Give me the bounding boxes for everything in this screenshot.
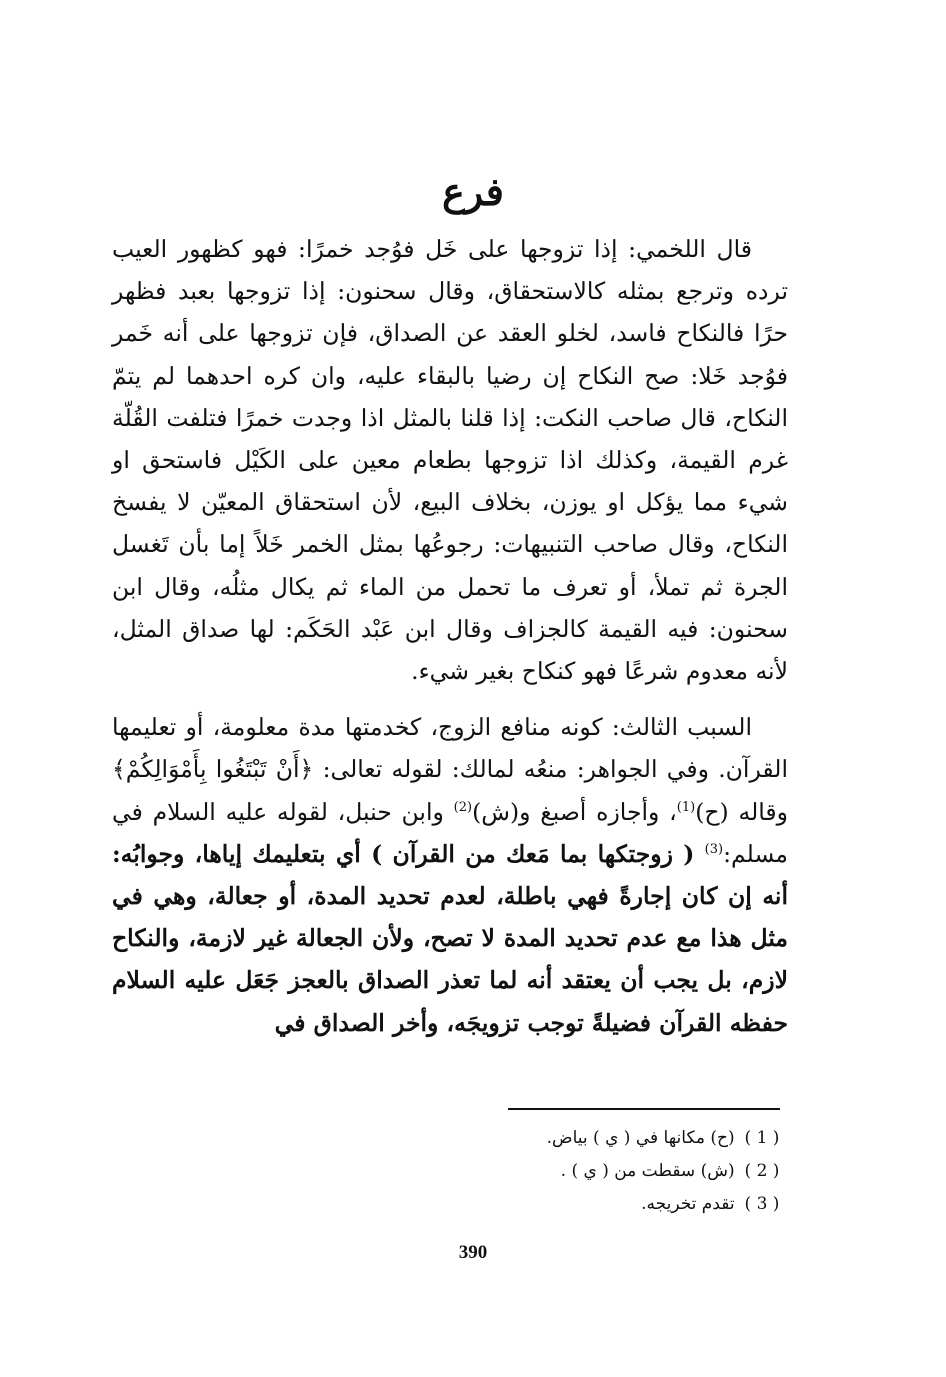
footnotes [300, 1122, 784, 1221]
paragraph-2 [112, 706, 788, 1044]
footnote-ref-1[interactable]: (1) [676, 799, 696, 815]
footnote-2 [300, 1155, 784, 1188]
paragraph-2-part-a: السبب الثالث: كونه منافع الزوج، كخدمتها مدة معلومة، أو تعليمها القرآن. وفي الجواهر: منعُه لمالك: لقوله تعالى: ﴿أَنْ تَبْتَغُوا بِأَمْوَالِكُمْ﴾ وقاله (ح) [112, 713, 788, 826]
footnote-ref-2[interactable]: (2) [453, 799, 473, 815]
section-heading: فرع [442, 169, 504, 214]
footnote-1 [300, 1122, 784, 1155]
footnote-separator [508, 1108, 780, 1110]
footnote-number: ( 2 ) [744, 1161, 780, 1181]
footnote-text: تقدم تخريجه. [641, 1194, 735, 1214]
main-text [112, 228, 788, 1044]
footnote-ref-3[interactable]: (3) [704, 842, 724, 858]
paragraph-2-part-c: وابن حنبل، لقوله عليه السلام في مسلم: [112, 797, 788, 868]
footnote-text: (ح) مكانها في ( ي ) بياض. [546, 1128, 735, 1148]
footnote-number: ( 1 ) [744, 1128, 780, 1148]
paragraph-2-part-b: ، وأجازه أصبغ و(ش) [472, 797, 677, 826]
paragraph-2-part-d: ( زوجتكها بما مَعك من القرآن ) أي بتعليمك إياها، وجوابُه: أنه إن كان إجارةً فهي باطلة، لعدم تحديد المدة، أو جعالة، وهي في مثل هذا مع عدم تحديد المدة لا تصح، ولأن الجعالة غير لازمة، والنكاح لازم، بل يجب أن يعتقد أنه لما تعذر الصداق بالعجز جَعَل عليه السلام حفظه القرآن فضيلةً توجب تزويجَه، وأخر الصداق في [112, 839, 788, 1037]
footnote-3 [300, 1188, 784, 1221]
footnote-number: ( 3 ) [744, 1194, 780, 1214]
paragraph-1: قال اللخمي: إذا تزوجها على خَل فوُجد خمرًا: فهو كظهور العيب ترده وترجع بمثله كالاستحقاق، وقال سحنون: إذا تزوجها بعبد فظهر حرًا فالنكاح فاسد، لخلو العقد عن الصداق، فإن تزوجها على أنه خَمر فوُجد خَلا: صح النكاح إن رضيا بالبقاء عليه، وان كره احدهما لم يتمّ النكاح، قال صاحب النكت: إذا قلنا بالمثل اذا وجدت خمرًا فتلفت القُلّة غرم القيمة، وكذلك اذا تزوجها بطعام معين على الكَيْل فاستحق او شيء مما يؤكل او يوزن، بخلاف البيع، لأن استحقاق المعيّن لا يفسخ النكاح، وقال صاحب التنبيهات: رجوعُها بمثل الخمر خَلاً إما بأن تَغسل الجرة ثم تملأ، أو تعرف ما تحمل من الماء ثم يكال مثلُه، وقال ابن سحنون: فيه القيمة كالجزاف وقال ابن عَبْد الحَكَم: لها صداق المثل، لأنه معدوم شرعًا فهو كنكاح بغير شيء. [112, 235, 788, 686]
footnote-text: (ش) سقطت من ( ي ) . [560, 1161, 735, 1181]
page-number: 390 [458, 1242, 488, 1263]
